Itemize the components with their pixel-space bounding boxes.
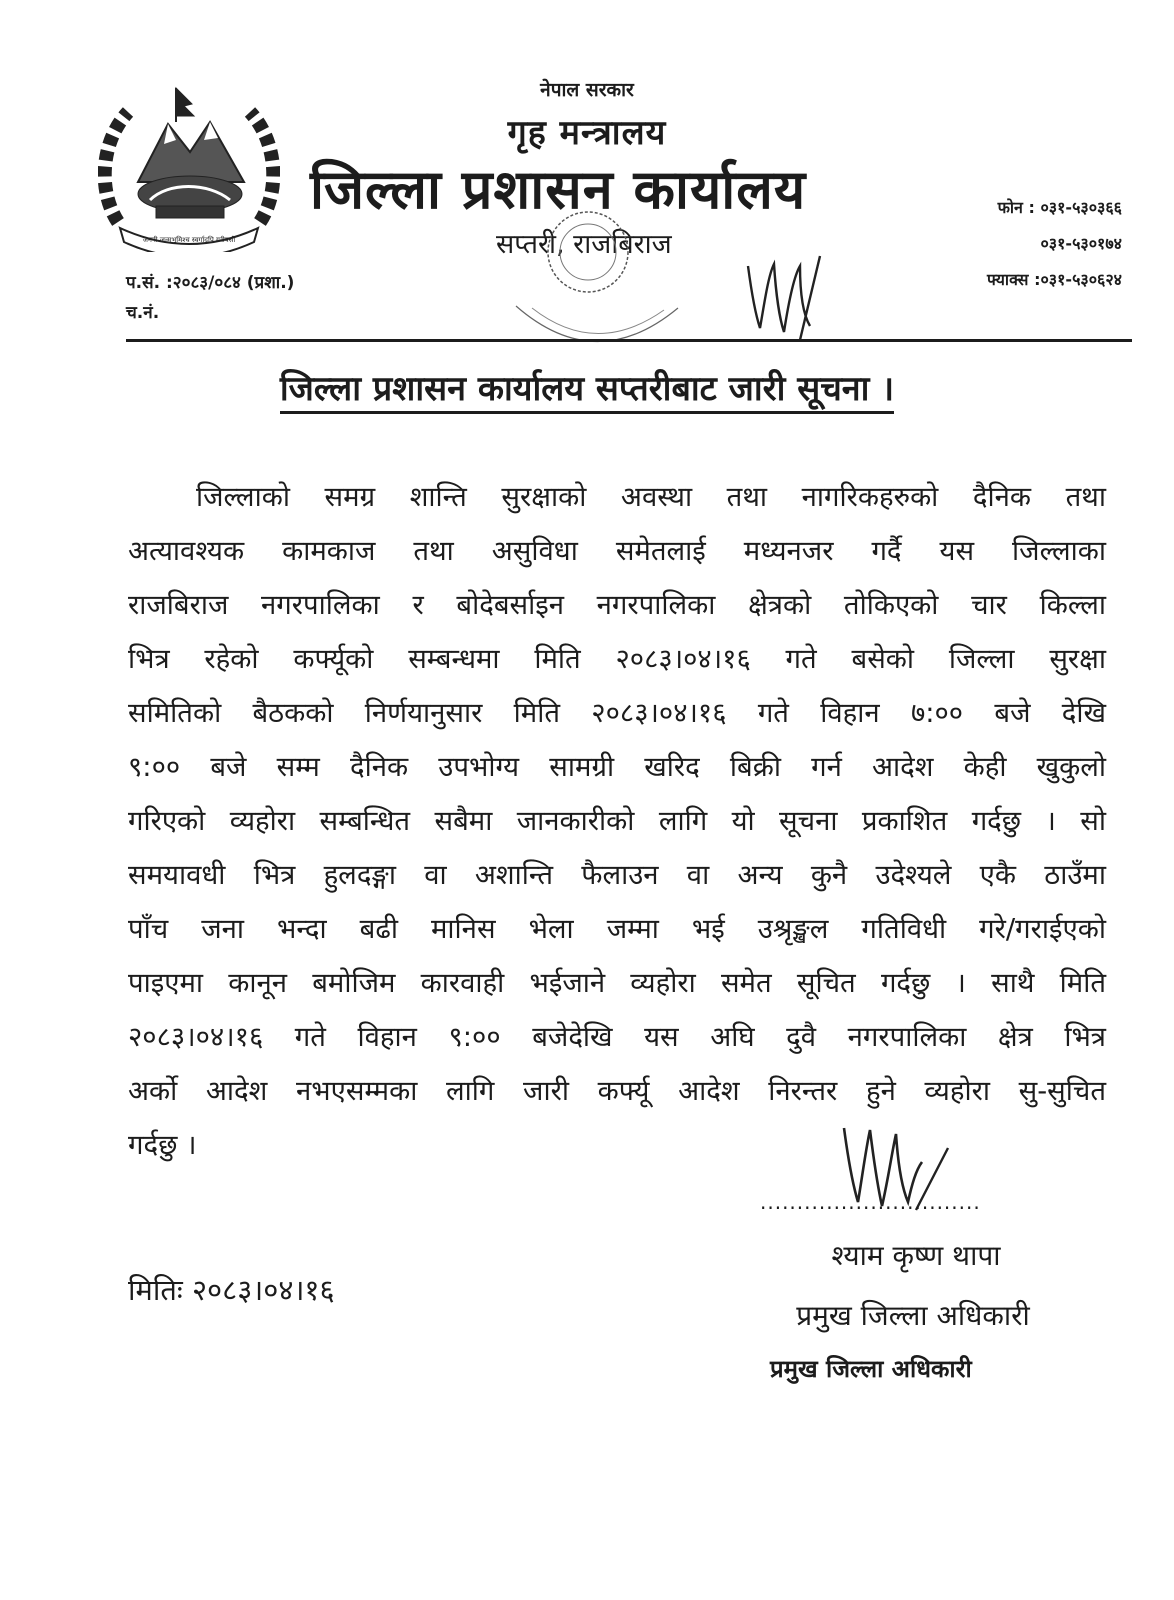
ministry-name: गृह मन्त्रालय [507, 113, 667, 153]
notice-title: जिल्ला प्रशासन कार्यालय सप्तरीबाट जारी सूचना । [280, 369, 894, 414]
dispatch-number: च.नं. [126, 303, 160, 323]
notice-line: ९:०० बजे सम्म दैनिक उपभोग्य सामग्री खरिद बिक्री गर्न आदेश केही खुकुलो [128, 751, 1106, 783]
notice-line: गर्दछु । [128, 1129, 197, 1161]
notice-date: मितिः २०८३।०४।१६ [128, 1273, 335, 1307]
header-divider [126, 339, 1132, 342]
notice-line: अर्को आदेश नभएसम्मका लागि जारी कर्फ्यू आदेश निरन्तर हुने व्यहोरा सु-सुचित [128, 1075, 1106, 1107]
signature-mark [730, 236, 840, 346]
signatory-name: श्याम कृष्ण थापा [831, 1239, 1001, 1272]
notice-line: गरिएको व्यहोरा सम्बन्धित सबैमा जानकारीको लागि यो सूचना प्रकाशित गर्दछु । सो [128, 805, 1106, 837]
fax-number: फ्याक्स :०३१-५३०६२४ [987, 270, 1122, 289]
government-name: नेपाल सरकार [540, 79, 634, 101]
notice-title-wrap [0, 364, 1174, 410]
signatory-designation: प्रमुख जिल्ला अधिकारी [796, 1299, 1030, 1332]
office-name: जिल्ला प्रशासन कार्यालय [310, 158, 807, 221]
notice-line: भित्र रहेको कर्फ्यूको सम्बन्धमा मिति २०८३।०४।१६ गते बसेको जिल्ला सुरक्षा [128, 643, 1106, 675]
notice-line: समयावधी भित्र हुलदङ्गा वा अशान्ति फैलाउन वा अन्य कुनै उदेश्यले एकै ठाउँमा [128, 859, 1106, 891]
notice-line: जिल्लाको समग्र शान्ति सुरक्षाको अवस्था तथा नागरिकहरुको दैनिक तथा [196, 481, 1106, 513]
reference-number: प.सं. :२०८३/०८४ (प्रशा.) [126, 273, 295, 293]
notice-line: अत्यावश्यक कामकाज तथा असुविधा समेतलाई मध्यनजर गर्दै यस जिल्लाका [128, 535, 1106, 567]
phone-number-1: फोन : ०३१-५३०३६६ [997, 198, 1122, 217]
notice-line: पाँच जना भन्दा बढी मानिस भेला जम्मा भई उश्रृङ्खल गतिविधी गरे/गराईएको [128, 913, 1106, 945]
notice-body [128, 470, 1106, 1172]
phone-number-2: ०३१-५३०१७४ [1040, 234, 1122, 253]
notice-line: समितिको बैठकको निर्णयानुसार मिति २०८३।०४।१६ गते विहान ७:०० बजे देखि [128, 697, 1106, 729]
signature-line: .............................. [760, 1190, 981, 1214]
notice-line: राजबिराज नगरपालिका र बोदेबर्साइन नगरपालिका क्षेत्रको तोकिएको चार किल्ला [128, 589, 1106, 621]
designation-stamp: प्रमुख जिल्ला अधिकारी [770, 1355, 972, 1383]
notice-line: पाइएमा कानून बमोजिम कारवाही भईजाने व्यहोरा समेत सूचित गर्दछु । साथै मिति [128, 967, 1106, 999]
office-seal [496, 196, 696, 372]
office-location: सप्तरी, राजबिराज [496, 229, 672, 260]
notice-line: २०८३।०४।१६ गते विहान ९:०० बजेदेखि यस अघि दुवै नगरपालिका क्षेत्र भित्र [128, 1021, 1106, 1053]
emblem-ribbon-text: जननी जन्मभूमिश्च स्वर्गादपि गरीयसी [142, 236, 236, 244]
